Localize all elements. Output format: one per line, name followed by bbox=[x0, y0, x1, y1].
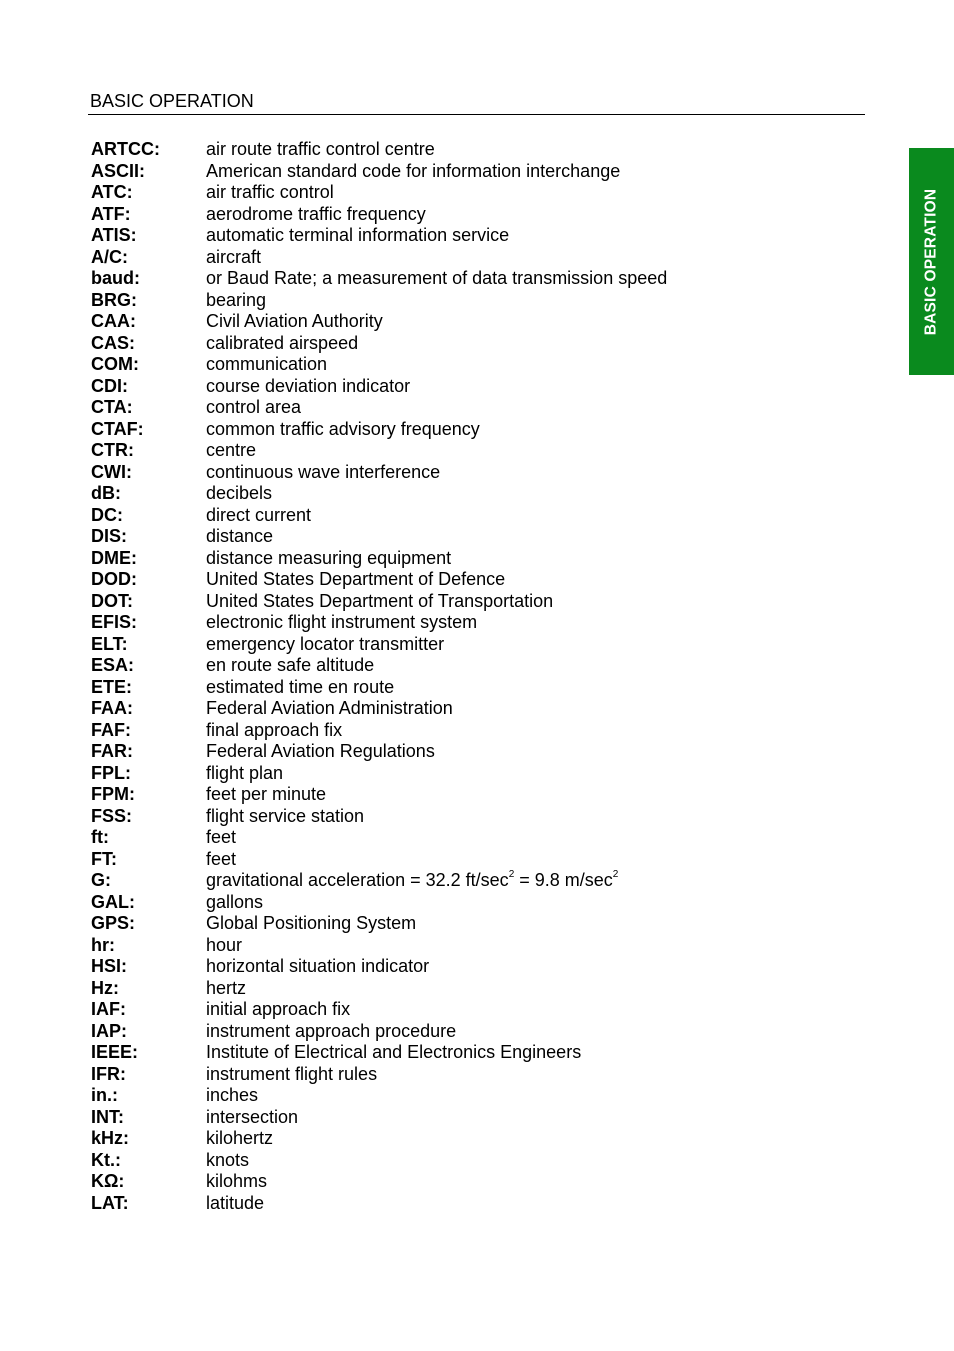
glossary-row bbox=[91, 1150, 871, 1172]
glossary-term: DIS: bbox=[91, 526, 127, 546]
glossary-definition: course deviation indicator bbox=[206, 375, 411, 396]
glossary-row bbox=[91, 569, 871, 591]
glossary-row bbox=[91, 462, 871, 484]
glossary-definition: latitude bbox=[206, 1192, 265, 1213]
glossary-term: ESA: bbox=[91, 655, 135, 675]
header-divider bbox=[88, 114, 865, 115]
glossary-term: baud: bbox=[91, 268, 140, 288]
glossary-row bbox=[91, 720, 871, 742]
glossary-definition: electronic flight instrument system bbox=[206, 612, 478, 632]
glossary-row bbox=[91, 311, 871, 333]
glossary-definition: intersection bbox=[206, 1106, 299, 1127]
glossary-row bbox=[91, 139, 871, 161]
glossary-row bbox=[91, 1021, 871, 1043]
glossary-term: IAP: bbox=[91, 1020, 127, 1041]
glossary-definition: Institute of Electrical and Electronics Engineers bbox=[206, 1042, 582, 1062]
glossary-definition: Federal Aviation Regulations bbox=[206, 741, 435, 761]
glossary-row bbox=[91, 354, 871, 376]
glossary-definition: distance bbox=[206, 526, 274, 546]
glossary-term: ft: bbox=[91, 827, 109, 847]
glossary-row bbox=[91, 956, 871, 978]
glossary-term: IEEE: bbox=[91, 1042, 139, 1062]
glossary-definition: or Baud Rate; a measurement of data transmission speed bbox=[206, 268, 668, 288]
glossary-definition: air traffic control bbox=[206, 182, 334, 202]
glossary-term: dB: bbox=[91, 483, 121, 503]
glossary-row bbox=[91, 1193, 871, 1215]
glossary-term: ASCII: bbox=[91, 160, 145, 181]
glossary-term: FAR: bbox=[91, 741, 133, 761]
glossary-row bbox=[91, 526, 871, 548]
glossary-definition: instrument flight rules bbox=[206, 1063, 378, 1084]
glossary-row bbox=[91, 827, 871, 849]
glossary-definition: final approach fix bbox=[206, 719, 343, 740]
glossary-row bbox=[91, 784, 871, 806]
glossary-definition: communication bbox=[206, 354, 328, 374]
page-header-title: BASIC OPERATION bbox=[90, 91, 254, 111]
glossary-definition: horizontal situation indicator bbox=[206, 956, 430, 976]
glossary-definition: gallons bbox=[206, 891, 264, 912]
glossary-definition: estimated time en route bbox=[206, 676, 395, 697]
glossary-term: LAT: bbox=[91, 1192, 129, 1213]
glossary-term: KΩ: bbox=[91, 1171, 125, 1191]
glossary-definition: American standard code for information interchange bbox=[206, 160, 621, 181]
glossary-term: ELT: bbox=[91, 633, 128, 654]
glossary-row bbox=[91, 849, 871, 871]
glossary-term: GAL: bbox=[91, 891, 135, 912]
definition-text: gravitational acceleration = 32.2 ft/sec bbox=[206, 870, 509, 890]
glossary-definition: aircraft bbox=[206, 246, 262, 267]
glossary-definition: inches bbox=[206, 1085, 259, 1105]
glossary-row bbox=[91, 913, 871, 935]
glossary-term: CDI: bbox=[91, 375, 128, 396]
glossary-definition: air route traffic control centre bbox=[206, 139, 435, 159]
glossary-row bbox=[91, 376, 871, 398]
glossary-definition: hertz bbox=[206, 977, 247, 998]
glossary-definition: common traffic advisory frequency bbox=[206, 418, 480, 439]
glossary-definition: United States Department of Defence bbox=[206, 569, 506, 589]
glossary-term: ATIS: bbox=[91, 225, 137, 245]
glossary-definition: knots bbox=[206, 1149, 250, 1170]
glossary-row bbox=[91, 698, 871, 720]
glossary-row bbox=[91, 892, 871, 914]
glossary-row bbox=[91, 247, 871, 269]
glossary-definition: decibels bbox=[206, 483, 273, 503]
glossary-term: FPL: bbox=[91, 762, 131, 783]
glossary-row bbox=[91, 999, 871, 1021]
glossary-term: CTR: bbox=[91, 440, 134, 460]
glossary-term: ATC: bbox=[91, 182, 133, 202]
glossary-term: BRG: bbox=[91, 289, 137, 310]
section-side-tab bbox=[909, 148, 954, 375]
glossary-definition: United States Department of Transportation bbox=[206, 590, 554, 611]
glossary-row bbox=[91, 182, 871, 204]
glossary-definition: continuous wave interference bbox=[206, 461, 441, 482]
glossary-term: hr: bbox=[91, 934, 115, 955]
glossary-row bbox=[91, 483, 871, 505]
glossary-term: G: bbox=[91, 870, 111, 890]
glossary-definition: initial approach fix bbox=[206, 999, 351, 1019]
glossary-definition: hour bbox=[206, 934, 243, 955]
glossary-definition: automatic terminal information service bbox=[206, 225, 510, 245]
side-tab-label: BASIC OPERATION bbox=[922, 188, 940, 335]
glossary-row bbox=[91, 935, 871, 957]
glossary-row bbox=[91, 1042, 871, 1064]
glossary-row bbox=[91, 612, 871, 634]
glossary-definition: en route safe altitude bbox=[206, 655, 375, 675]
glossary-term: CWI: bbox=[91, 461, 132, 482]
glossary-term: FAF: bbox=[91, 719, 131, 740]
glossary-row bbox=[91, 1064, 871, 1086]
glossary-term: CTAF: bbox=[91, 418, 144, 439]
glossary-term: CAA: bbox=[91, 311, 136, 331]
glossary-row bbox=[91, 741, 871, 763]
glossary-term: FPM: bbox=[91, 784, 135, 804]
glossary-definition: kilohertz bbox=[206, 1128, 274, 1148]
glossary-definition: instrument approach procedure bbox=[206, 1020, 457, 1041]
glossary-row bbox=[91, 1085, 871, 1107]
glossary-definition: kilohms bbox=[206, 1171, 268, 1191]
glossary-row bbox=[91, 591, 871, 613]
superscript-exponent: 2 bbox=[612, 869, 619, 880]
glossary-row bbox=[91, 677, 871, 699]
glossary-row bbox=[91, 548, 871, 570]
glossary-term: EFIS: bbox=[91, 612, 138, 632]
glossary-term: FT: bbox=[91, 848, 117, 869]
glossary-row bbox=[91, 1128, 871, 1150]
glossary-term: HSI: bbox=[91, 956, 127, 976]
glossary-row bbox=[91, 268, 871, 290]
glossary-term: DOT: bbox=[91, 590, 133, 611]
glossary-definition: Federal Aviation Administration bbox=[206, 698, 453, 718]
glossary-term: kHz: bbox=[91, 1128, 130, 1148]
definition-text: = 9.8 m/sec bbox=[514, 870, 613, 890]
glossary-definition: flight service station bbox=[206, 805, 365, 826]
glossary-definition: flight plan bbox=[206, 762, 284, 783]
glossary-term: CTA: bbox=[91, 397, 133, 417]
glossary-definition: feet per minute bbox=[206, 784, 327, 804]
glossary-definition: centre bbox=[206, 440, 257, 460]
glossary-definition: Global Positioning System bbox=[206, 913, 417, 933]
glossary-definition: direct current bbox=[206, 504, 312, 525]
glossary-row bbox=[91, 1107, 871, 1129]
glossary-row bbox=[91, 333, 871, 355]
abbreviation-glossary bbox=[91, 139, 871, 1214]
glossary-term: Kt.: bbox=[91, 1149, 121, 1170]
glossary-row bbox=[91, 397, 871, 419]
glossary-row bbox=[91, 655, 871, 677]
superscript-exponent: 2 bbox=[508, 869, 515, 880]
glossary-row bbox=[91, 225, 871, 247]
glossary-term: ATF: bbox=[91, 203, 131, 224]
glossary-definition: feet bbox=[206, 848, 237, 869]
glossary-term: CAS: bbox=[91, 332, 135, 353]
glossary-term: IAF: bbox=[91, 999, 126, 1019]
glossary-definition: feet bbox=[206, 827, 237, 847]
glossary-row bbox=[91, 440, 871, 462]
glossary-row bbox=[91, 505, 871, 527]
glossary-term: Hz: bbox=[91, 977, 119, 998]
glossary-term: INT: bbox=[91, 1106, 124, 1127]
glossary-row bbox=[91, 290, 871, 312]
glossary-definition: calibrated airspeed bbox=[206, 332, 359, 353]
glossary-term: DC: bbox=[91, 504, 123, 525]
glossary-term: COM: bbox=[91, 354, 139, 374]
glossary-term: FAA: bbox=[91, 698, 133, 718]
glossary-row bbox=[91, 1171, 871, 1193]
glossary-term: GPS: bbox=[91, 913, 136, 933]
glossary-term: DME: bbox=[91, 547, 137, 568]
glossary-row bbox=[91, 634, 871, 656]
glossary-definition: bearing bbox=[206, 289, 267, 310]
glossary-term: DOD: bbox=[91, 569, 137, 589]
glossary-term: ETE: bbox=[91, 676, 133, 697]
glossary-term: ARTCC: bbox=[91, 139, 160, 159]
glossary-row bbox=[91, 806, 871, 828]
glossary-row bbox=[91, 978, 871, 1000]
glossary-term: in.: bbox=[91, 1085, 118, 1105]
glossary-row bbox=[91, 870, 871, 892]
glossary-row bbox=[91, 419, 871, 441]
glossary-row bbox=[91, 204, 871, 226]
glossary-definition: aerodrome traffic frequency bbox=[206, 203, 426, 224]
glossary-definition: distance measuring equipment bbox=[206, 547, 452, 568]
glossary-definition: emergency locator transmitter bbox=[206, 633, 445, 654]
glossary-term: IFR: bbox=[91, 1063, 126, 1084]
glossary-term: FSS: bbox=[91, 805, 133, 826]
glossary-definition: Civil Aviation Authority bbox=[206, 311, 383, 331]
glossary-definition: control area bbox=[206, 397, 302, 417]
glossary-row bbox=[91, 763, 871, 785]
glossary-definition bbox=[206, 870, 871, 892]
glossary-row bbox=[91, 161, 871, 183]
glossary-term: A/C: bbox=[91, 246, 128, 267]
